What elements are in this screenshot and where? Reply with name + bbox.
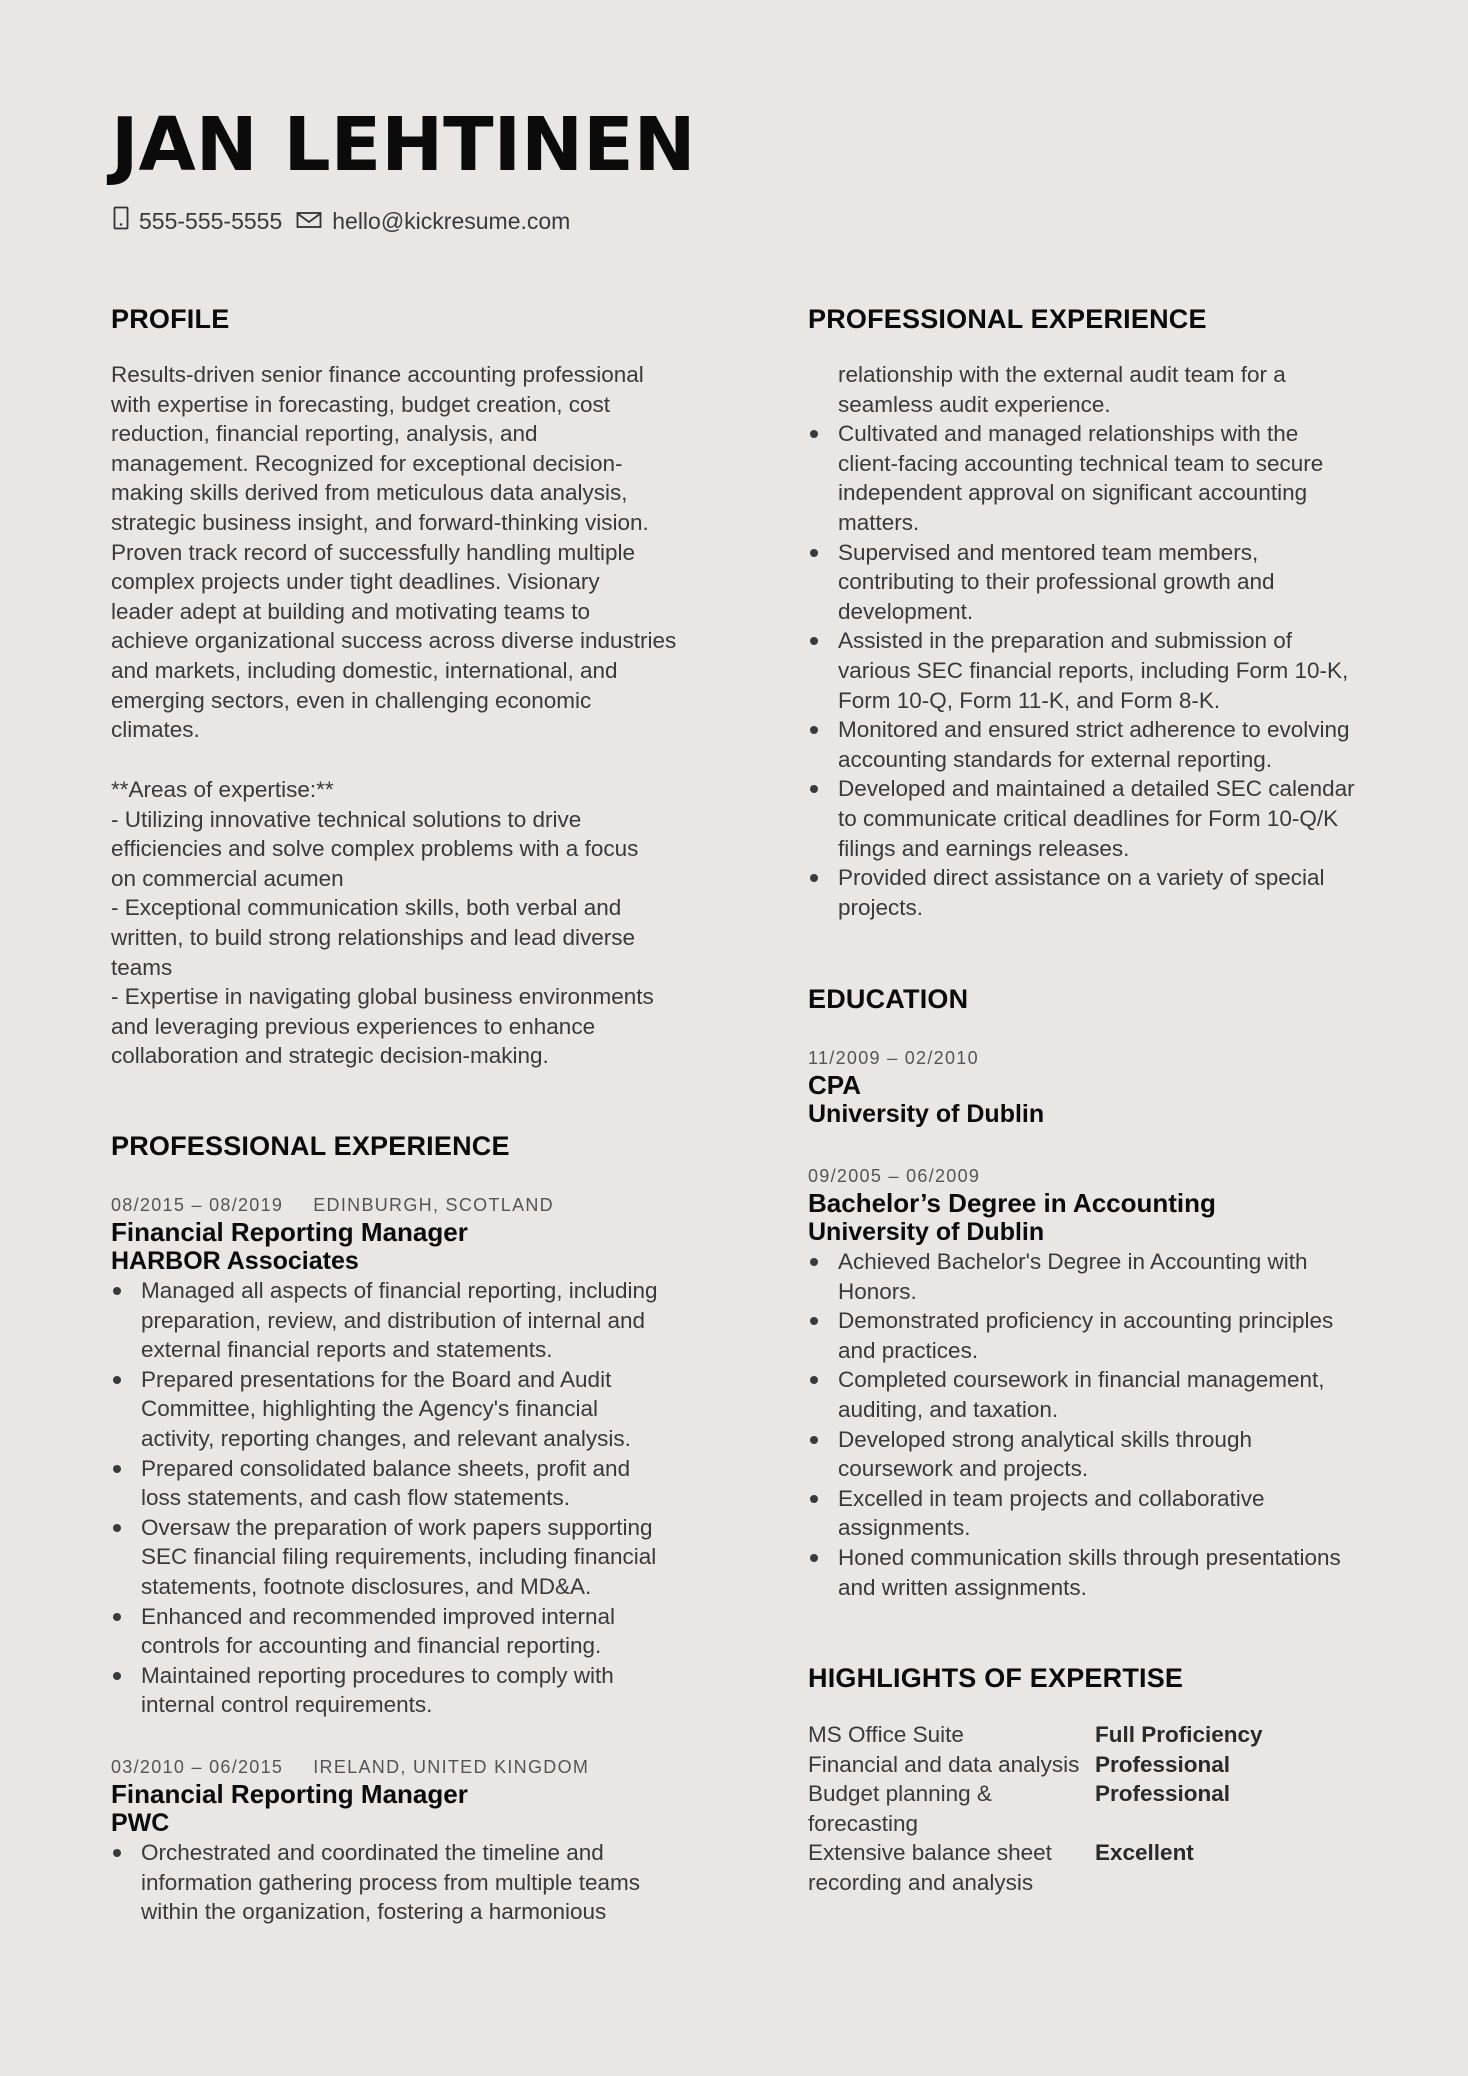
job-2-bullet: Monitored and ensured strict adherence to evolving accounting standards for external reporting. bbox=[808, 715, 1408, 774]
highlights-heading: HIGHLIGHTS OF EXPERTISE bbox=[808, 1663, 1184, 1693]
profile-summary: Results-driven senior finance accounting professional with expertise in forecasting, budget creation, cost reduction, financial reporting, analysis, and management. Recognized for exceptional decision- making skills derived from meticulous data analysis, strategic business insight, and forward-thinking vision. Proven track record of successfully handling multiple complex projects under tight deadlines. Visionary leader adept at building and motivating teams to achieve organizational success across diverse industries and markets, including domestic, international, and emerging sectors, even in challenging economic climates. bbox=[111, 362, 677, 743]
profile-heading: PROFILE bbox=[111, 304, 230, 334]
skills-table bbox=[808, 1720, 1263, 1898]
bullet-dot bbox=[113, 1465, 121, 1473]
job-2-company: PWC bbox=[111, 1809, 170, 1837]
experience-heading-left: PROFESSIONAL EXPERIENCE bbox=[111, 1131, 510, 1161]
skill-level: Full Proficiency bbox=[1095, 1722, 1263, 1747]
bullet-dot bbox=[810, 874, 818, 882]
job-1-bullets bbox=[111, 1276, 711, 1720]
bullet-dot bbox=[810, 1436, 818, 1444]
job-1-bullet: Prepared presentations for the Board and Audit Committee, highlighting the Agency's financial activity, reporting changes, and relevant analysis. bbox=[111, 1365, 711, 1454]
skill-row bbox=[808, 1750, 1263, 1780]
edu-2-bullet: Excelled in team projects and collaborative assignments. bbox=[808, 1484, 1408, 1543]
bullet-dot bbox=[810, 549, 818, 557]
bullet-dot bbox=[113, 1524, 121, 1532]
education-entry-2 bbox=[808, 1164, 1408, 1602]
job-2-bullet: Assisted in the preparation and submission of various SEC financial reports, including Form 10-K, Form 10-Q, Form 11-K, and Form 8-K. bbox=[808, 626, 1408, 715]
job-1-bullet: Oversaw the preparation of work papers supporting SEC financial filing requirements, including financial statements, footnote disclosures, and MD&A. bbox=[111, 1513, 711, 1602]
bullet-dot bbox=[810, 1258, 818, 1266]
bullet-dot bbox=[810, 1317, 818, 1325]
edu-1-degree: CPA bbox=[808, 1070, 861, 1100]
edu-1-school: University of Dublin bbox=[808, 1100, 1045, 1128]
bullet-dot bbox=[113, 1672, 121, 1680]
education-entry-1 bbox=[808, 1046, 1408, 1129]
skill-row bbox=[808, 1838, 1263, 1897]
job-2-location: IRELAND, UNITED KINGDOM bbox=[313, 1757, 590, 1777]
email-item bbox=[296, 208, 570, 235]
edu-2-school: University of Dublin bbox=[808, 1218, 1045, 1246]
job-2-bullet: Supervised and mentored team members, contributing to their professional growth and development. bbox=[808, 538, 1408, 627]
job-2-bullets-right bbox=[808, 360, 1408, 922]
job-1-bullet: Prepared consolidated balance sheets, profit and loss statements, and cash flow statements. bbox=[111, 1454, 711, 1513]
bullet-dot bbox=[113, 1287, 121, 1295]
job-entry-1 bbox=[111, 1193, 711, 1720]
job-1-company: HARBOR Associates bbox=[111, 1247, 359, 1275]
skill-level: Professional bbox=[1095, 1751, 1231, 1777]
skill-level: Professional bbox=[1095, 1781, 1231, 1807]
skill-row bbox=[808, 1720, 1263, 1750]
areas-of-expertise: **Areas of expertise:** - Utilizing innovative technical solutions to drive efficiencies and solve complex problems with a focus on commercial acumen - Exceptional communication skills, both verbal and written, to build strong relationships and lead diverse teams - Expertise in navigating global business environments and leveraging previous experiences to enhance collaboration and strategic decision-making. bbox=[111, 777, 654, 1069]
job-1-dates: 08/2015 – 08/2019 bbox=[111, 1195, 284, 1215]
job-1-meta bbox=[111, 1193, 711, 1217]
edu-1-dates: 11/2009 – 02/2010 bbox=[808, 1048, 979, 1068]
edu-2-degree: Bachelor’s Degree in Accounting bbox=[808, 1188, 1216, 1218]
edu-2-bullet: Demonstrated proficiency in accounting principles and practices. bbox=[808, 1306, 1408, 1365]
skill-name: Budget planning & forecasting bbox=[808, 1781, 992, 1836]
job-1-bullet: Managed all aspects of financial reporting, including preparation, review, and distribution of internal and external financial reports and statements. bbox=[111, 1276, 711, 1365]
bullet-dot bbox=[810, 726, 818, 734]
job-1-location: EDINBURGH, SCOTLAND bbox=[313, 1195, 554, 1215]
skill-name: Extensive balance sheet recording and analysis bbox=[808, 1840, 1052, 1895]
bullet-dot bbox=[113, 1849, 121, 1857]
job-2-bullets-left bbox=[111, 1838, 711, 1927]
job-2-continued bbox=[808, 360, 1408, 922]
skill-name: Financial and data analysis bbox=[808, 1751, 1080, 1777]
bullet-dot bbox=[810, 1495, 818, 1503]
skill-row bbox=[808, 1779, 1263, 1838]
email-address[interactable]: hello@kickresume.com bbox=[332, 207, 571, 234]
job-2-dates: 03/2010 – 06/2015 bbox=[111, 1757, 284, 1777]
bullet-dot bbox=[810, 637, 818, 645]
skill-level: Excellent bbox=[1095, 1840, 1194, 1866]
job-2-bullet: Orchestrated and coordinated the timeline and information gathering process from multiple teams within the organization, fostering a harmonious bbox=[111, 1838, 711, 1927]
job-2-bullet: Developed and maintained a detailed SEC calendar to communicate critical deadlines for Form 10-Q/K filings and earnings releases. bbox=[808, 774, 1408, 863]
job-1-bullet: Maintained reporting procedures to comply with internal control requirements. bbox=[111, 1661, 711, 1720]
email-icon bbox=[296, 208, 322, 235]
skill-name: MS Office Suite bbox=[808, 1722, 964, 1747]
job-1-bullet: Enhanced and recommended improved internal controls for accounting and financial reporting. bbox=[111, 1602, 711, 1661]
candidate-name: JAN LEHTINEN bbox=[111, 102, 696, 188]
bullet-dot bbox=[810, 785, 818, 793]
job-2-bullet: Cultivated and managed relationships with the client-facing accounting technical team to secure independent approval on significant accounting matters. bbox=[808, 419, 1408, 537]
edu-2-bullets bbox=[808, 1247, 1408, 1602]
contact-info bbox=[113, 206, 584, 236]
bullet-dot bbox=[113, 1376, 121, 1384]
edu-2-dates: 09/2005 – 06/2009 bbox=[808, 1166, 981, 1186]
phone-icon bbox=[113, 206, 129, 236]
edu-2-bullet: Achieved Bachelor's Degree in Accounting with Honors. bbox=[808, 1247, 1408, 1306]
edu-2-bullet: Completed coursework in financial management, auditing, and taxation. bbox=[808, 1365, 1408, 1424]
bullet-dot bbox=[113, 1613, 121, 1621]
job-2-bullet-continuation: relationship with the external audit team for a seamless audit experience. bbox=[838, 362, 1286, 417]
job-2-bullet: Provided direct assistance on a variety of special projects. bbox=[808, 863, 1408, 922]
job-1-role: Financial Reporting Manager bbox=[111, 1217, 468, 1247]
bullet-dot bbox=[810, 1376, 818, 1384]
job-2-role: Financial Reporting Manager bbox=[111, 1779, 468, 1809]
bullet-dot bbox=[810, 1554, 818, 1562]
job-entry-2 bbox=[111, 1755, 711, 1927]
job-2-meta bbox=[111, 1755, 711, 1779]
bullet-dot bbox=[810, 430, 818, 438]
phone-number[interactable]: 555-555-5555 bbox=[139, 207, 283, 234]
experience-heading-right: PROFESSIONAL EXPERIENCE bbox=[808, 304, 1207, 334]
edu-2-bullet: Honed communication skills through presentations and written assignments. bbox=[808, 1543, 1408, 1602]
phone-item bbox=[113, 206, 282, 236]
education-heading: EDUCATION bbox=[808, 984, 969, 1014]
edu-2-bullet: Developed strong analytical skills through coursework and projects. bbox=[808, 1425, 1408, 1484]
